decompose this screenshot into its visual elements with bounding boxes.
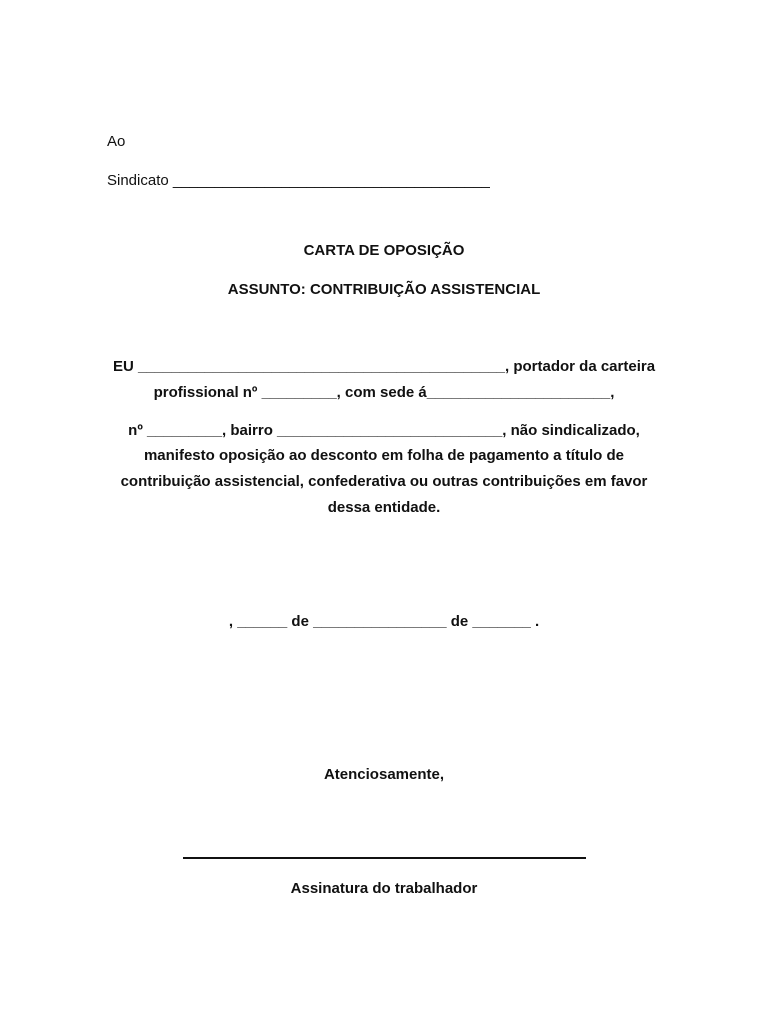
union-line: Sindicato ______________________________________: [107, 172, 490, 189]
signature-label: Assinatura do trabalhador: [290, 880, 478, 897]
signature-line: [183, 857, 586, 859]
body-line: manifesto oposição ao desconto em folha de pagamento a título de: [143, 447, 625, 464]
body-line: contribuição assistencial, confederativa ou outras contribuições em favor: [120, 473, 648, 490]
body-line: profissional nº _________, com sede á______________________,: [153, 384, 615, 401]
letter-title: CARTA DE OPOSIÇÃO: [303, 242, 465, 259]
date-line: , ______ de ________________ de _______ .: [228, 613, 540, 630]
addressee-text: Ao: [107, 133, 126, 150]
body-line: dessa entidade.: [327, 499, 441, 516]
body-line: nº _________, bairro ___________________________, não sindicalizado,: [128, 422, 640, 439]
letter-subject: ASSUNTO: CONTRIBUIÇÃO ASSISTENCIAL: [227, 281, 541, 298]
closing-text: Atenciosamente,: [323, 766, 445, 783]
body-line: EU ____________________________________________, portador da carteira: [112, 358, 656, 375]
